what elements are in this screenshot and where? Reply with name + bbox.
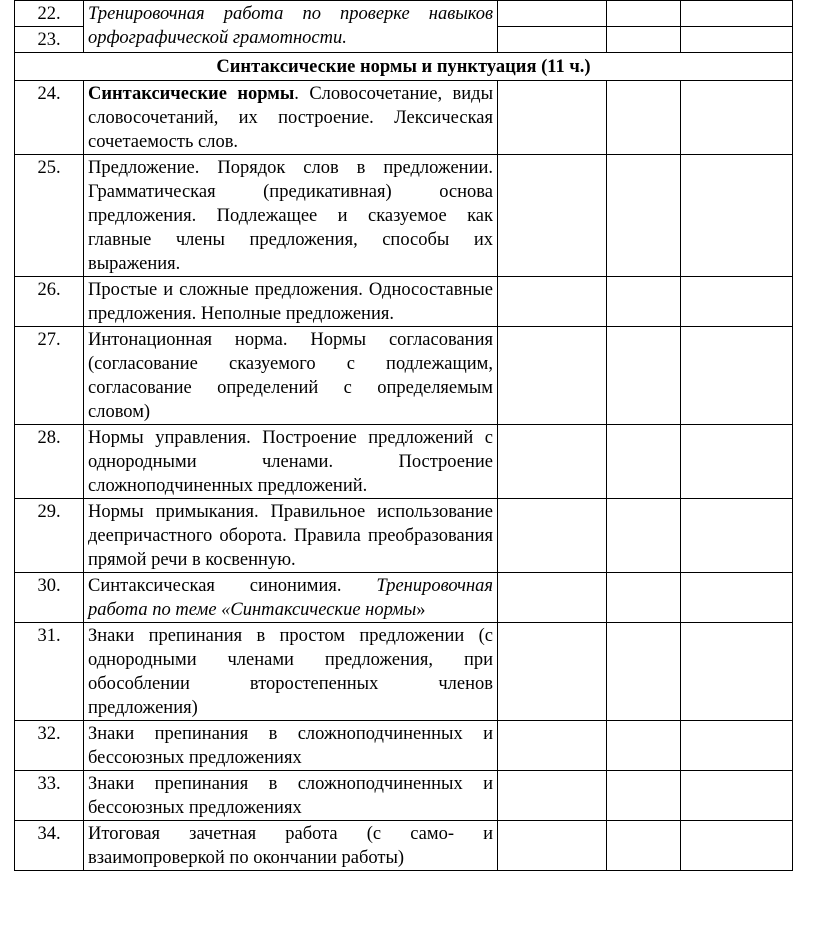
row-topic: [84, 81, 498, 155]
empty-cell: [607, 771, 681, 821]
empty-cell: [607, 1, 681, 27]
topic-text: Итоговая зачетная работа (с само- и взаимопроверкой по окончании работы): [88, 824, 493, 868]
section-header-row: [15, 53, 793, 81]
row-topic: [84, 425, 498, 499]
empty-cell: [498, 721, 607, 771]
row-number: 22.: [15, 1, 84, 27]
table-row: [15, 1, 793, 27]
empty-cell: [681, 327, 793, 425]
topic-text: Интонационная норма. Нормы согласования (согласование сказуемого с подлежащим, согласование определений с определяемым словом): [88, 330, 493, 422]
empty-cell: [498, 27, 607, 53]
row-topic: [84, 327, 498, 425]
empty-cell: [498, 327, 607, 425]
topic-text: Знаки препинания в сложноподчиненных и бессоюзных предложениях: [88, 724, 493, 768]
empty-cell: [498, 425, 607, 499]
table-row: [15, 155, 793, 277]
table-row: [15, 277, 793, 327]
empty-cell: [681, 27, 793, 53]
empty-cell: [498, 277, 607, 327]
table-row: [15, 327, 793, 425]
empty-cell: [607, 327, 681, 425]
row-number: 25.: [15, 155, 84, 277]
row-number: 31.: [15, 623, 84, 721]
row-topic: [84, 499, 498, 573]
row-number: 27.: [15, 327, 84, 425]
topic-italic: Тренировочная работа по теме «Синтаксические нормы: [88, 576, 493, 620]
row-number: 24.: [15, 81, 84, 155]
row-topic: [84, 623, 498, 721]
empty-cell: [498, 821, 607, 871]
empty-cell: [607, 425, 681, 499]
topic-text: Предложение. Порядок слов в предложении. Грамматическая (предикативная) основа предложения. Подлежащее и сказуемое как главные члены предложения, способы их выражения.: [88, 158, 493, 274]
topic-tail: »: [416, 600, 426, 620]
table-row: [15, 81, 793, 155]
section-title: Синтаксические нормы и пунктуация (11 ч.): [15, 53, 793, 81]
empty-cell: [498, 81, 607, 155]
topic-text: Знаки препинания в сложноподчиненных и бессоюзных предложениях: [88, 774, 493, 818]
empty-cell: [681, 771, 793, 821]
table-row: [15, 573, 793, 623]
topic-text: Нормы примыкания. Правильное использование деепричастного оборота. Правила преобразования прямой речи в косвенную.: [88, 502, 493, 570]
empty-cell: [498, 623, 607, 721]
table-row: [15, 623, 793, 721]
empty-cell: [607, 277, 681, 327]
topic-text: Нормы управления. Построение предложений с однородными членами. Построение сложноподчиненных предложений.: [88, 428, 493, 496]
row-number: 32.: [15, 721, 84, 771]
topic-bold-lead: Синтаксические нормы: [88, 84, 295, 104]
row-number: 28.: [15, 425, 84, 499]
table-row: [15, 821, 793, 871]
empty-cell: [498, 155, 607, 277]
empty-cell: [681, 277, 793, 327]
table-row: [15, 425, 793, 499]
empty-cell: [607, 623, 681, 721]
empty-cell: [681, 721, 793, 771]
row-number: 34.: [15, 821, 84, 871]
row-topic: [84, 821, 498, 871]
table-row: [15, 499, 793, 573]
empty-cell: [681, 425, 793, 499]
lesson-plan-table: [14, 0, 793, 871]
topic-text: Простые и сложные предложения. Односоставные предложения. Неполные предложения.: [88, 280, 493, 324]
empty-cell: [607, 499, 681, 573]
lesson-rows: [15, 81, 793, 871]
topic-text: Синтаксическая синонимия.: [88, 576, 377, 596]
row-topic: [84, 771, 498, 821]
row-topic: [84, 721, 498, 771]
row-number: 29.: [15, 499, 84, 573]
row-number: 23.: [15, 27, 84, 53]
empty-cell: [681, 499, 793, 573]
table-row: [15, 771, 793, 821]
empty-cell: [681, 1, 793, 27]
empty-cell: [607, 573, 681, 623]
table-row: [15, 721, 793, 771]
row-topic: Тренировочная работа по проверке навыков орфографической грамотности.: [84, 1, 498, 53]
row-topic: [84, 277, 498, 327]
empty-cell: [607, 155, 681, 277]
empty-cell: [681, 155, 793, 277]
empty-cell: [498, 499, 607, 573]
empty-cell: [607, 821, 681, 871]
empty-cell: [607, 81, 681, 155]
empty-cell: [498, 771, 607, 821]
empty-cell: [498, 1, 607, 27]
empty-cell: [681, 81, 793, 155]
row-number: 33.: [15, 771, 84, 821]
topic-text: . Словосочетание, виды словосочетаний, их построение. Лексическая сочетаемость слов.: [88, 84, 493, 152]
row-topic: [84, 573, 498, 623]
empty-cell: [498, 573, 607, 623]
topic-text: Знаки препинания в простом предложении (с однородными членами предложения, при обособлении второстепенных членов предложения): [88, 626, 493, 718]
empty-cell: [681, 623, 793, 721]
lesson-plan-body: [15, 1, 793, 81]
empty-cell: [681, 821, 793, 871]
empty-cell: [607, 721, 681, 771]
row-number: 26.: [15, 277, 84, 327]
empty-cell: [607, 27, 681, 53]
row-number: 30.: [15, 573, 84, 623]
empty-cell: [681, 573, 793, 623]
row-topic: [84, 155, 498, 277]
